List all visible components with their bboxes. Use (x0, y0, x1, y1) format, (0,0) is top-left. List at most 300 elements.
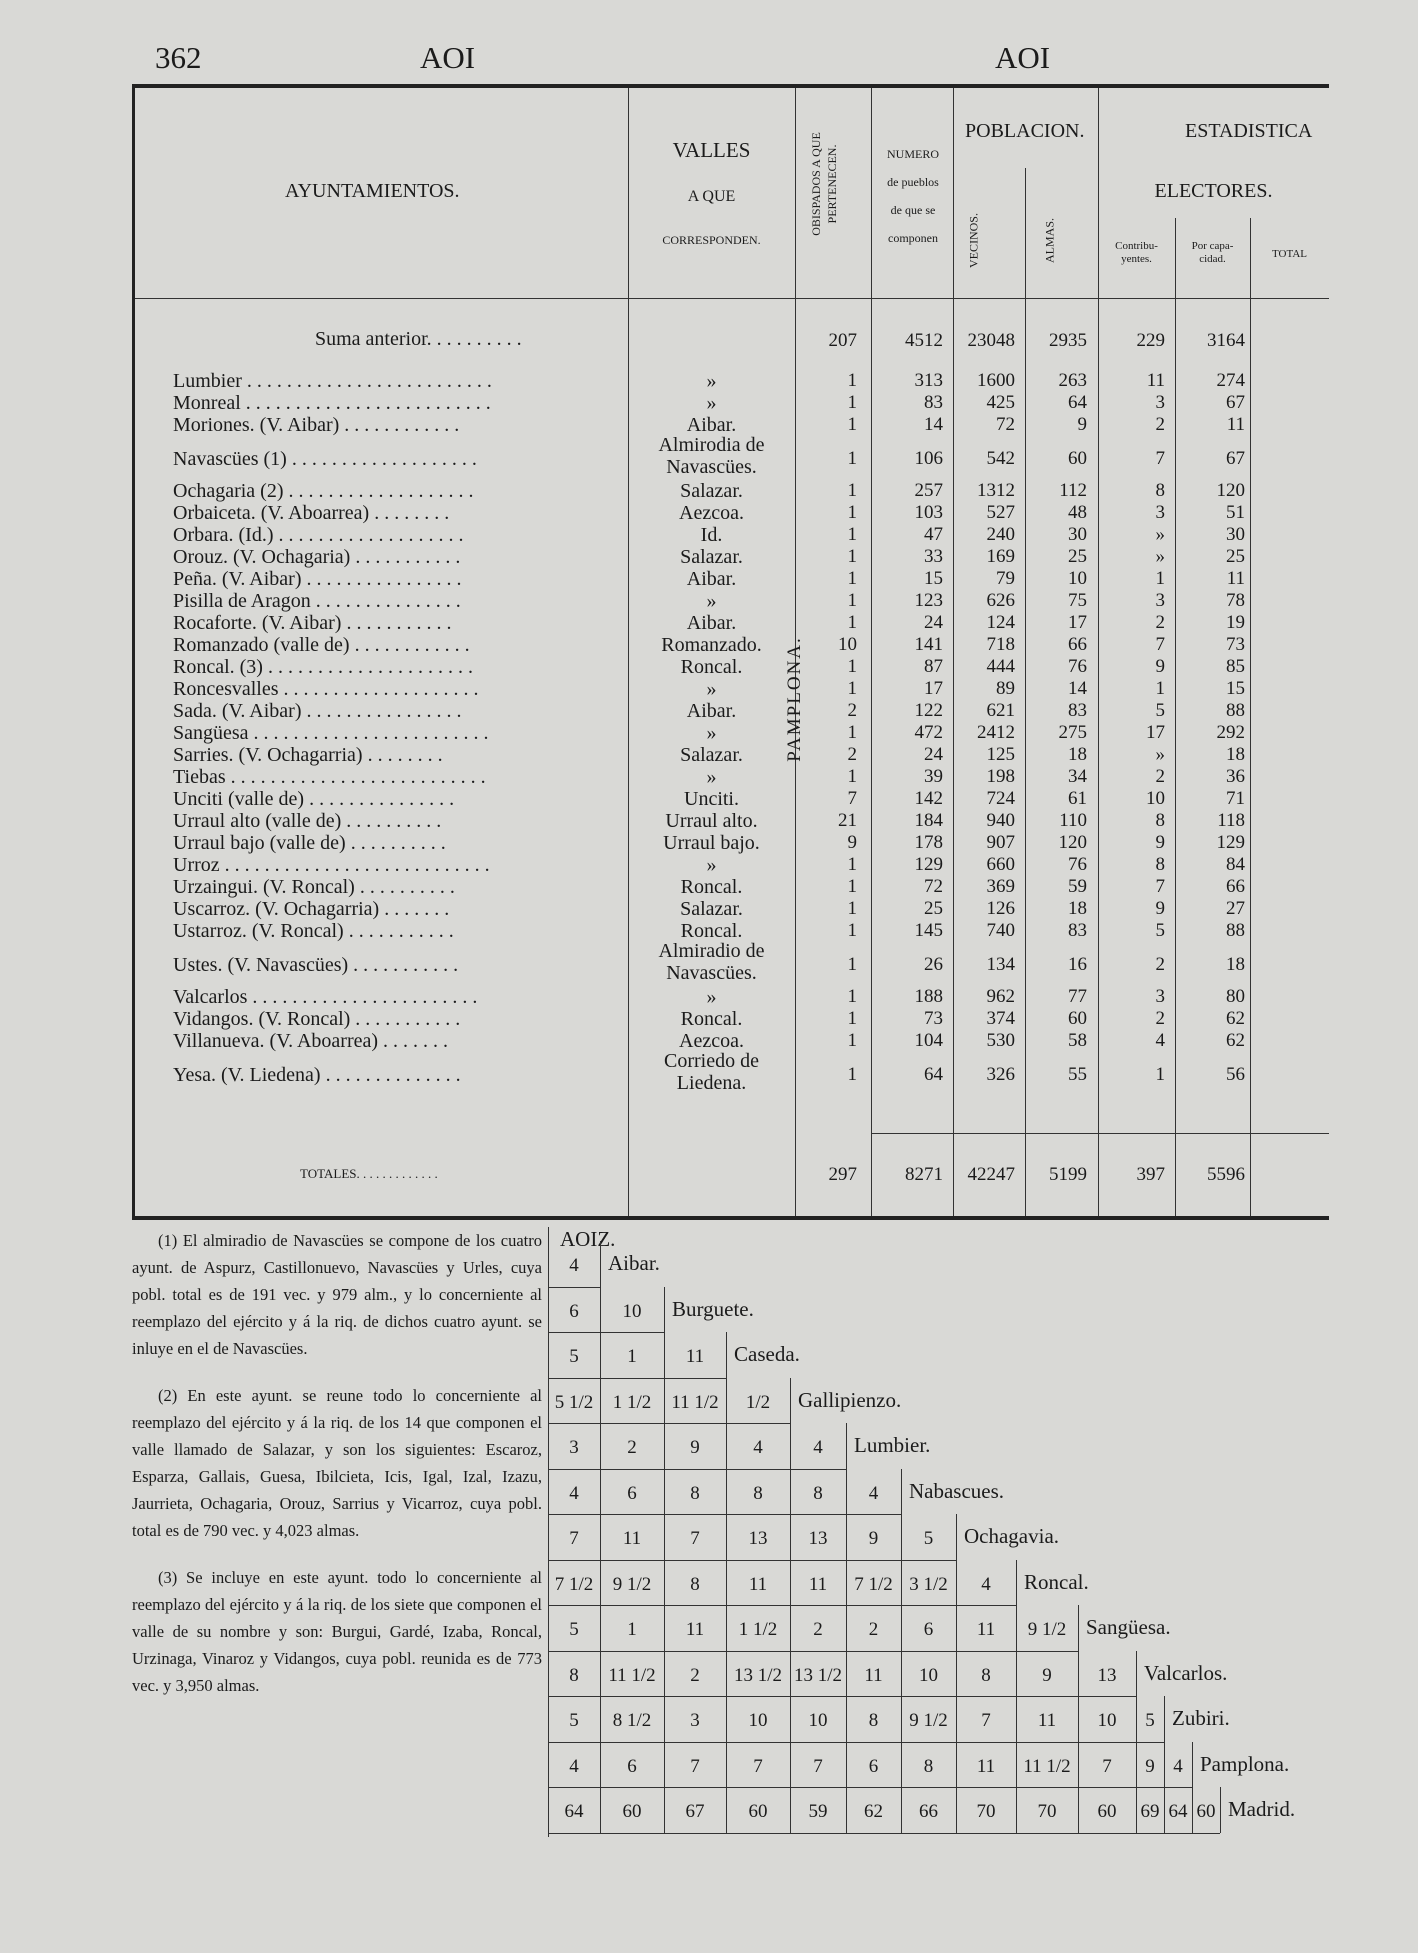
cell-total: 18 (1226, 954, 1245, 975)
row-valle: Aibar. (686, 568, 737, 590)
distance-place-10: Valcarlos. (1144, 1660, 1228, 1685)
distance-place-9: Sangüesa. (1086, 1615, 1171, 1639)
row-name: Urzaingui. (V. Roncal) . . . . . . . . . . (173, 876, 455, 898)
cell-capac: 3 (1155, 392, 1165, 413)
distance-cell: 8 (690, 1482, 700, 1504)
distance-cell: 4 (569, 1755, 579, 1777)
distance-cell: 7 1/2 (554, 1573, 594, 1595)
col-header-valles-2: A QUE (687, 188, 736, 205)
distance-cell: 7 (753, 1755, 763, 1777)
cell-capac: 9 (1155, 898, 1165, 919)
cell-capac: 7 (1155, 634, 1165, 655)
row-valle: Id. (700, 524, 723, 546)
cell-total: 67 (1226, 448, 1245, 469)
cell-pueblos: 1 (847, 986, 857, 1007)
cell-almas: 169 (986, 546, 1015, 567)
cell-vecinos: 64 (924, 1064, 943, 1085)
distance-cell: 13 (1097, 1664, 1117, 1686)
cell-almas: 1600 (977, 370, 1015, 391)
row-name: Roncal. (3) . . . . . . . . . . . . . . . . . . . . . (173, 656, 473, 678)
distance-cell: 7 (690, 1528, 700, 1549)
cell-capac: 3 (1155, 590, 1165, 611)
cell-pueblos: 2 (847, 700, 857, 721)
cell-almas: 198 (986, 766, 1015, 787)
row-valle: » (706, 370, 717, 392)
cell-vecinos: 129 (914, 854, 943, 875)
cell-almas: 42247 (967, 1164, 1015, 1185)
cell-total: 36 (1226, 766, 1245, 787)
cell-almas: 542 (986, 448, 1015, 469)
cell-vecinos: 104 (914, 1030, 943, 1051)
distance-cell: 1 (627, 1346, 637, 1367)
distance-cell: 4 (813, 1437, 823, 1458)
distance-cell: 1 1/2 (612, 1391, 652, 1413)
col-header-poblacion: POBLACION. (965, 120, 1085, 142)
row-name: Urraul alto (valle de) . . . . . . . . . . (173, 810, 442, 832)
row-name: Uscarroz. (V. Ochagarria) . . . . . . . (173, 898, 450, 920)
footnote: (3) Se incluye en este ayunt. todo lo concerniente al reemplazo del ejército y á la riq. de los siete que componen el valle de su nombre y son: Burgui, Gardé, Izaba, Roncal, Urzinaga, Vinaroz y Vidangos, cuya pobl. reunida es de 773 vec. y 3,950 almas. (132, 1568, 542, 1695)
distance-cell: 2 (627, 1437, 637, 1458)
cell-vecinos: 4512 (905, 330, 943, 351)
cell-vecinos: 24 (924, 612, 943, 633)
cell-pueblos: 1 (847, 448, 857, 469)
distance-cell: 7 (690, 1755, 700, 1777)
cell-vecinos: 178 (914, 832, 943, 853)
distance-cell: 13 (808, 1528, 828, 1549)
cell-vecinos: 87 (924, 656, 943, 677)
row-name: Yesa. (V. Liedena) . . . . . . . . . . . . . . (173, 1064, 461, 1086)
row-name: Valcarlos . . . . . . . . . . . . . . . . . . . . . . . (173, 986, 478, 1008)
distance-cell: 11 (622, 1528, 642, 1549)
cell-contrib: 9 (1077, 414, 1087, 435)
cell-contrib: 18 (1068, 744, 1087, 765)
cell-capac: 2 (1155, 954, 1165, 975)
distance-cell: 1/2 (745, 1391, 771, 1413)
cell-contrib: 60 (1068, 1008, 1087, 1029)
distance-cell: 7 1/2 (854, 1573, 893, 1595)
row-name: Rocaforte. (V. Aibar) . . . . . . . . . . . (173, 612, 452, 634)
distance-cell: 11 (976, 1755, 996, 1777)
distance-cell: 11 (976, 1619, 996, 1640)
distance-cell: 8 (981, 1664, 991, 1686)
distance-cell: 2 (868, 1619, 879, 1640)
row-valle: Aezcoa. (679, 1030, 744, 1052)
row-name: Peña. (V. Aibar) . . . . . . . . . . . . . . . . (173, 568, 462, 590)
cell-pueblos: 1 (847, 898, 857, 919)
cell-pueblos: 1 (847, 920, 857, 941)
cell-capac: 397 (1136, 1164, 1165, 1185)
distance-cell: 70 (1037, 1801, 1057, 1822)
cell-almas: 2412 (977, 722, 1015, 743)
totales-label: TOTALES. . . . . . . . . . . . . (300, 1166, 438, 1181)
cell-total: 11 (1226, 568, 1245, 589)
cell-contrib: 2935 (1049, 330, 1087, 351)
cell-vecinos: 313 (914, 370, 943, 391)
cell-almas: 124 (986, 612, 1015, 633)
distance-place-7: Ochagavia. (964, 1524, 1060, 1548)
row-name: Orouz. (V. Ochagaria) . . . . . . . . . . . (173, 546, 461, 568)
cell-almas: 718 (986, 634, 1015, 655)
distance-cell: 6 (868, 1755, 879, 1777)
cell-almas: 326 (986, 1064, 1015, 1085)
distance-cell: 11 1/2 (1023, 1755, 1071, 1777)
distance-cell: 8 (923, 1755, 934, 1777)
row-valle: Aibar. (686, 700, 737, 722)
distance-cell: 70 (976, 1801, 996, 1822)
distance-cell: 67 (685, 1801, 705, 1822)
cell-almas: 240 (986, 524, 1015, 545)
cell-vecinos: 14 (924, 414, 943, 435)
cell-almas: 660 (986, 854, 1015, 875)
cell-vecinos: 39 (924, 766, 943, 787)
col-header-contribuyentes: Contribu- yentes. (1115, 240, 1158, 265)
obispado-label: PAMPLONA. (784, 636, 805, 762)
cell-capac: 3 (1155, 502, 1165, 523)
distance-cell: 6 (569, 1300, 579, 1322)
cell-contrib: 76 (1068, 656, 1087, 677)
cell-contrib: 76 (1068, 854, 1087, 875)
cell-total: 88 (1226, 700, 1245, 721)
cell-total: 5596 (1207, 1164, 1245, 1185)
row-name: Lumbier . . . . . . . . . . . . . . . . . . . . . . . . . (173, 370, 492, 392)
cell-vecinos: 25 (924, 898, 943, 919)
cell-capac: 1 (1155, 568, 1165, 589)
cell-capac: 7 (1155, 448, 1165, 469)
cell-total: 62 (1226, 1008, 1245, 1029)
distance-cell: 3 (569, 1437, 579, 1458)
col-header-valles-3: CORRESPONDEN. (662, 233, 761, 247)
row-name: Villanueva. (V. Aboarrea) . . . . . . . (173, 1030, 449, 1052)
cell-total: 84 (1226, 854, 1245, 875)
distance-cell: 4 (569, 1255, 579, 1276)
cell-vecinos: 24 (924, 744, 943, 765)
row-valle: » (706, 766, 717, 788)
distance-cell: 6 (923, 1619, 934, 1640)
cell-almas: 1312 (977, 480, 1015, 501)
cell-pueblos: 1 (847, 876, 857, 897)
distance-cell: 6 (627, 1755, 637, 1777)
suma-anterior-label: Suma anterior. . . . . . . . . . (315, 328, 522, 350)
running-head-left: AOI (420, 40, 476, 75)
cell-pueblos: 1 (847, 590, 857, 611)
distance-cell: 2 (690, 1664, 700, 1686)
cell-pueblos: 297 (828, 1164, 857, 1185)
distance-cell: 11 (685, 1619, 705, 1640)
row-valle: Salazar. (680, 898, 743, 920)
cell-contrib: 64 (1068, 392, 1087, 413)
cell-vecinos: 122 (914, 700, 943, 721)
cell-almas: 724 (986, 788, 1015, 809)
cell-total: 274 (1216, 370, 1245, 391)
distance-cell: 3 1/2 (909, 1573, 948, 1595)
cell-almas: 425 (986, 392, 1015, 413)
distance-cell: 11 (864, 1664, 883, 1686)
cell-total: 27 (1226, 898, 1245, 919)
row-name: Ochagaria (2) . . . . . . . . . . . . . . . . . . . (173, 480, 474, 502)
distance-cell: 4 (569, 1482, 579, 1504)
cell-capac: 8 (1155, 854, 1165, 875)
distance-cell: 1 1/2 (738, 1619, 778, 1640)
distance-cell: 64 (1168, 1801, 1188, 1822)
cell-contrib: 34 (1068, 766, 1087, 787)
distance-cell: 13 (748, 1528, 768, 1549)
distance-place-6: Nabascues. (909, 1478, 1005, 1503)
row-name: Sada. (V. Aibar) . . . . . . . . . . . . . . . . (173, 700, 462, 722)
cell-vecinos: 17 (924, 678, 943, 699)
cell-vecinos: 142 (914, 788, 943, 809)
row-valle: Aezcoa. (679, 502, 744, 524)
distance-place-0: AOIZ. (560, 1227, 616, 1251)
cell-capac: 8 (1155, 480, 1165, 501)
distance-cell: 8 (690, 1573, 700, 1595)
cell-contrib: 25 (1068, 546, 1087, 567)
distance-cell: 7 (813, 1755, 823, 1777)
cell-total: 67 (1226, 392, 1245, 413)
distance-cell: 7 (1102, 1755, 1112, 1777)
cell-contrib: 275 (1058, 722, 1087, 743)
cell-pueblos: 2 (847, 744, 857, 765)
distance-place-11: Zubiri. (1172, 1706, 1230, 1730)
distance-cell: 7 (569, 1528, 579, 1549)
distance-place-13: Madrid. (1228, 1797, 1296, 1821)
cell-almas: 369 (986, 876, 1015, 897)
cell-capac: 2 (1155, 1008, 1165, 1029)
distance-cell: 11 (748, 1573, 768, 1595)
cell-vecinos: 47 (924, 524, 943, 545)
distance-cell: 11 (808, 1573, 828, 1595)
cell-contrib: 17 (1068, 612, 1087, 633)
distance-cell: 5 (569, 1619, 579, 1640)
distance-cell: 5 (1145, 1710, 1155, 1731)
cell-vecinos: 103 (914, 502, 943, 523)
row-valle: » (706, 854, 717, 876)
row-name: Roncesvalles . . . . . . . . . . . . . . . . . . . . (173, 678, 479, 700)
row-valle: Urraul alto. (665, 810, 758, 832)
distance-cell: 5 (569, 1710, 579, 1731)
footnote: (1) El almiradio de Navascües se compone de los cuatro ayunt. de Aspurz, Castillonuevo, Navascües y Urles, cuya pobl. total es de 191 vec. y 979 alm., y lo concerniente al reemplazo del ejército y á la riq. de dichos cuatro ayunt. se inluye en el de Navascües. (132, 1231, 542, 1358)
cell-contrib: 110 (1059, 810, 1087, 831)
row-valle: Urraul bajo. (663, 832, 760, 854)
footnote: (2) En este ayunt. se reune todo lo concerniente al reemplazo del ejército y á la riq. de los 14 que componen el valle llamado de Salazar, y son los siguientes: Escaroz, Esparza, Gallais, Guesa, Ibilcieta, Icis, Igal, Izal, Izazu, Jaurrieta, Ochagaria, Orouz, Sarrius y Vicarroz, cuya pobl. total es de 790 vec. y 4,023 almas. (132, 1386, 542, 1540)
cell-total: 129 (1216, 832, 1245, 853)
cell-vecinos: 141 (914, 634, 943, 655)
cell-pueblos: 7 (847, 788, 857, 809)
cell-pueblos: 1 (847, 568, 857, 589)
cell-vecinos: 257 (914, 480, 943, 501)
cell-pueblos: 1 (847, 480, 857, 501)
cell-almas: 134 (986, 954, 1015, 975)
cell-capac: 229 (1136, 330, 1165, 351)
cell-contrib: 5199 (1049, 1164, 1087, 1185)
col-header-vecinos: VECINOS. (966, 213, 981, 269)
col-header-obispados: OBISPADOS A QUE PERTENECEN. (809, 132, 839, 236)
cell-contrib: 83 (1068, 920, 1087, 941)
cell-pueblos: 1 (847, 854, 857, 875)
cell-contrib: 59 (1068, 876, 1087, 897)
distance-cell: 9 1/2 (1027, 1619, 1067, 1640)
cell-almas: 72 (996, 414, 1015, 435)
cell-pueblos: 1 (847, 766, 857, 787)
cell-contrib: 10 (1068, 568, 1087, 589)
distance-cell: 9 (1042, 1664, 1052, 1686)
cell-almas: 125 (986, 744, 1015, 765)
cell-vecinos: 26 (924, 954, 943, 975)
cell-contrib: 77 (1068, 986, 1087, 1007)
cell-capac: 10 (1146, 788, 1165, 809)
row-valle: Almirodia de Navascües. (658, 434, 765, 478)
distance-cell: 10 (1097, 1710, 1117, 1731)
row-valle: Salazar. (680, 480, 743, 502)
col-header-ayuntamientos: AYUNTAMIENTOS. (285, 180, 460, 202)
row-name: Urraul bajo (valle de) . . . . . . . . . . (173, 832, 446, 854)
cell-vecinos: 8271 (905, 1164, 943, 1185)
cell-pueblos: 1 (847, 678, 857, 699)
row-valle: Salazar. (680, 744, 743, 766)
cell-capac: 9 (1155, 656, 1165, 677)
cell-contrib: 30 (1068, 524, 1087, 545)
col-header-total: TOTAL (1272, 248, 1307, 260)
cell-total: 51 (1226, 502, 1245, 523)
row-valle: Roncal. (680, 920, 743, 942)
distance-cell: 5 (923, 1528, 934, 1549)
cell-capac: 3 (1155, 986, 1165, 1007)
cell-pueblos: 1 (847, 502, 857, 523)
cell-almas: 374 (986, 1008, 1015, 1029)
cell-almas: 621 (986, 700, 1015, 721)
cell-total: 3164 (1207, 330, 1245, 351)
row-valle: » (706, 678, 717, 700)
distance-cell: 69 (1140, 1801, 1160, 1822)
cell-vecinos: 184 (914, 810, 943, 831)
row-valle: » (706, 986, 717, 1008)
cell-contrib: 61 (1068, 788, 1087, 809)
row-name: Ustarroz. (V. Roncal) . . . . . . . . . . . (173, 920, 454, 942)
running-head-right: AOI (995, 40, 1051, 75)
distance-cell: 9 (868, 1528, 879, 1549)
row-valle: » (706, 590, 717, 612)
cell-almas: 940 (986, 810, 1015, 831)
distance-cell: 9 (690, 1437, 700, 1458)
cell-capac: » (1155, 546, 1165, 567)
cell-almas: 126 (986, 898, 1015, 919)
cell-pueblos: 9 (847, 832, 857, 853)
cell-total: 15 (1226, 678, 1245, 699)
cell-pueblos: 10 (838, 634, 857, 655)
cell-pueblos: 207 (828, 330, 857, 351)
distance-cell: 59 (808, 1801, 828, 1822)
distance-cell: 8 (569, 1664, 579, 1686)
cell-total: 25 (1226, 546, 1245, 567)
row-valle: Almiradio de Navascües. (658, 940, 765, 984)
row-name: Romanzado (valle de) . . . . . . . . . . . . (173, 634, 470, 656)
cell-total: 19 (1226, 612, 1245, 633)
cell-capac: 4 (1155, 1030, 1165, 1051)
col-header-estadistica: ESTADISTICA (1185, 120, 1313, 142)
cell-total: 18 (1226, 744, 1245, 765)
cell-capac: 2 (1155, 766, 1165, 787)
cell-capac: 7 (1155, 876, 1165, 897)
distance-cell: 11 (1037, 1710, 1057, 1731)
cell-vecinos: 15 (924, 568, 943, 589)
cell-contrib: 120 (1058, 832, 1087, 853)
distance-cell: 62 (864, 1801, 883, 1822)
distance-cell: 8 (813, 1482, 823, 1504)
cell-almas: 23048 (967, 330, 1015, 351)
statistics-table (132, 84, 1329, 1220)
cell-total: 30 (1226, 524, 1245, 545)
row-name: Monreal . . . . . . . . . . . . . . . . . . . . . . . . . (173, 392, 491, 414)
cell-almas: 962 (986, 986, 1015, 1007)
distance-cell: 4 (981, 1573, 991, 1595)
cell-contrib: 58 (1068, 1030, 1087, 1051)
distance-cell: 60 (748, 1801, 768, 1822)
row-valle: Aibar. (686, 612, 737, 634)
cell-capac: 5 (1155, 920, 1165, 941)
cell-almas: 527 (986, 502, 1015, 523)
distance-cell: 9 1/2 (612, 1573, 652, 1595)
cell-vecinos: 72 (924, 876, 943, 897)
distance-cell: 7 (981, 1710, 991, 1731)
distance-cell: 11 1/2 (608, 1664, 656, 1686)
cell-total: 118 (1217, 810, 1245, 831)
distance-cell: 8 (868, 1710, 879, 1731)
distance-cell: 4 (868, 1482, 879, 1504)
col-header-valles: VALLES (672, 138, 751, 162)
cell-almas: 79 (996, 568, 1015, 589)
distance-place-8: Roncal. (1024, 1569, 1089, 1594)
cell-total: 66 (1226, 876, 1245, 897)
cell-total: 62 (1226, 1030, 1245, 1051)
row-valle: » (706, 722, 717, 744)
cell-almas: 89 (996, 678, 1015, 699)
cell-capac: » (1155, 744, 1165, 765)
cell-contrib: 60 (1068, 448, 1087, 469)
cell-pueblos: 1 (847, 392, 857, 413)
cell-vecinos: 145 (914, 920, 943, 941)
distance-place-3: Caseda. (734, 1342, 800, 1366)
cell-contrib: 55 (1068, 1064, 1087, 1085)
distance-cell: 3 (690, 1710, 700, 1731)
cell-total: 71 (1226, 788, 1245, 809)
cell-vecinos: 123 (914, 590, 943, 611)
distance-cell: 13 1/2 (733, 1664, 783, 1686)
cell-total: 56 (1226, 1064, 1245, 1085)
cell-vecinos: 73 (924, 1008, 943, 1029)
distance-cell: 8 1/2 (612, 1710, 652, 1731)
cell-pueblos: 1 (847, 546, 857, 567)
cell-pueblos: 21 (838, 810, 857, 831)
cell-pueblos: 1 (847, 1064, 857, 1085)
row-name: Orbaiceta. (V. Aboarrea) . . . . . . . . (173, 502, 450, 524)
distance-cell: 5 1/2 (554, 1391, 594, 1413)
cell-almas: 907 (986, 832, 1015, 853)
row-valle: Unciti. (684, 788, 739, 810)
cell-pueblos: 1 (847, 414, 857, 435)
cell-contrib: 83 (1068, 700, 1087, 721)
row-name: Ustes. (V. Navascües) . . . . . . . . . . . (173, 954, 459, 976)
distance-cell: 60 (622, 1801, 642, 1822)
row-valle: » (706, 392, 717, 414)
row-valle: Salazar. (680, 546, 743, 568)
cell-contrib: 66 (1068, 634, 1087, 655)
distance-table (548, 1227, 1328, 1827)
distance-cell: 10 (919, 1664, 938, 1686)
cell-total: 73 (1226, 634, 1245, 655)
cell-pueblos: 1 (847, 612, 857, 633)
distance-place-12: Pamplona. (1200, 1751, 1290, 1776)
distance-place-4: Gallipienzo. (798, 1387, 902, 1412)
cell-total: 85 (1226, 656, 1245, 677)
